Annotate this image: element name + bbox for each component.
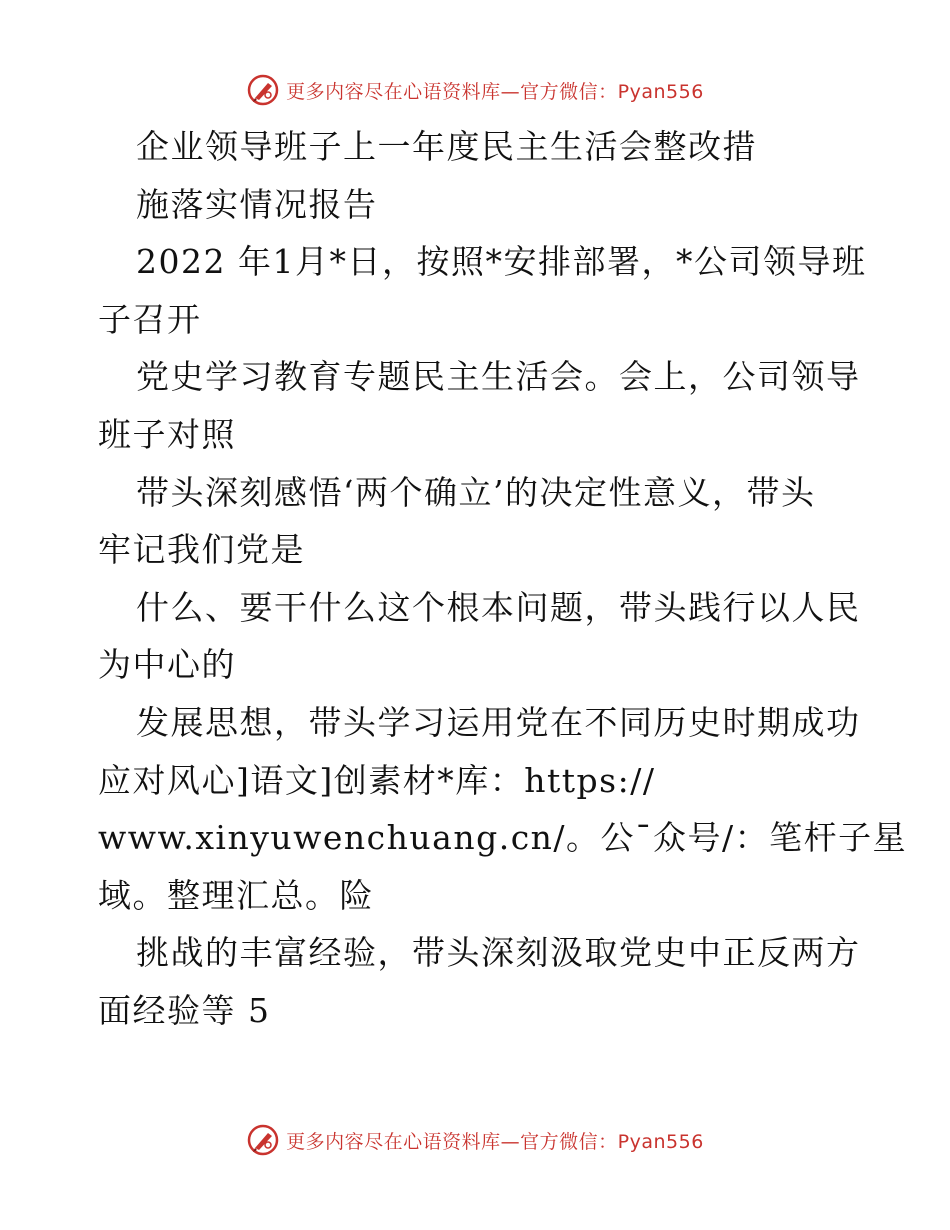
text-line: 发展思想，带头学习运用党在不同历史时期成功: [136, 702, 861, 742]
watermark-text: 更多内容尽在心语资料库—官方微信：Pyan556: [286, 1130, 704, 1153]
text-line: 域。整理汇总。险: [98, 875, 374, 915]
watermark-footer: [0, 1120, 950, 1160]
pen-logo-icon: [246, 1123, 280, 1157]
document-body: [98, 118, 908, 1040]
text-line: 什么、要干什么这个根本问题，带头践行以人民: [136, 587, 861, 627]
text-line: 2022 年1月*日，按照*安排部署，*公司领导班: [136, 242, 867, 282]
text-line: www.xinyuwenchuang.cn/。公¯众号/：笔杆子星: [98, 818, 908, 858]
text-line: 企业领导班子上一年度民主生活会整改措: [136, 127, 757, 166]
text-line: 应对风心]语文]创素材*库：https://: [98, 760, 656, 800]
text-line: 面经验等 5: [98, 990, 271, 1030]
text-line: 为中心的: [98, 645, 236, 685]
text-line: 牢记我们党是: [98, 530, 305, 570]
text-line: 施落实情况报告: [136, 184, 378, 224]
text-line: 党史学习教育专题民主生活会。会上，公司领导: [136, 357, 861, 397]
pen-logo-icon: [246, 73, 280, 107]
watermark-header: [0, 70, 950, 110]
text-line: 挑战的丰富经验，带头深刻汲取党史中正反两方: [136, 933, 861, 973]
text-line: 子召开: [98, 299, 202, 339]
text-line: 带头深刻感悟‘两个确立’的决定性意义，带头: [136, 472, 816, 512]
watermark-text: 更多内容尽在心语资料库—官方微信：Pyan556: [286, 80, 704, 103]
text-line: 班子对照: [98, 414, 236, 454]
